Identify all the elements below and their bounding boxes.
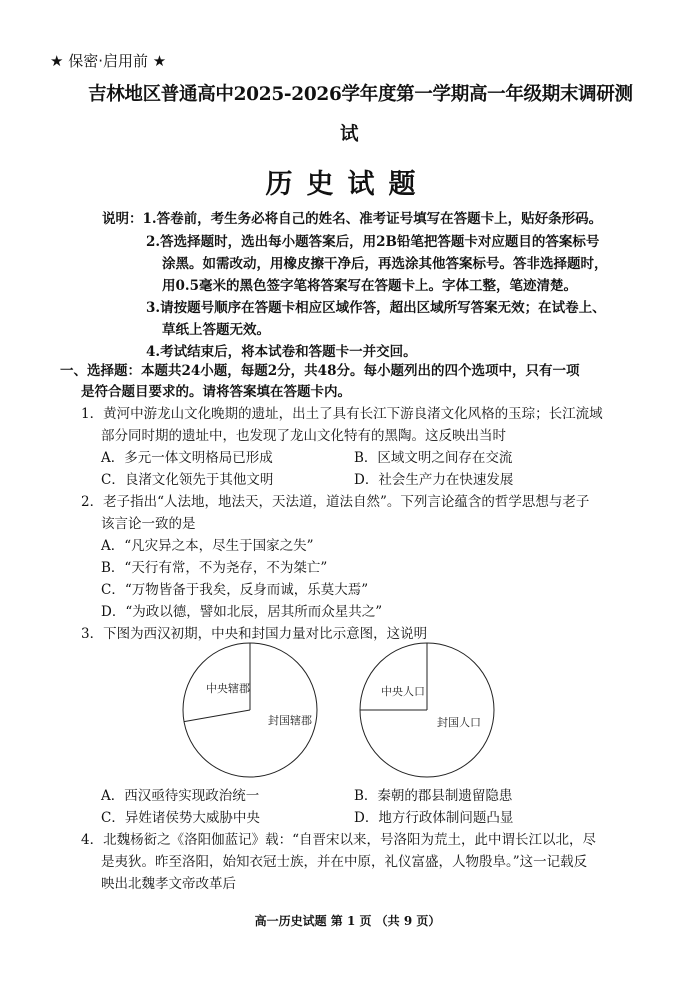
- pie-slice-label: 封国辖郡: [268, 714, 312, 727]
- confidential-mark: ★ 保密·启用前 ★: [50, 52, 167, 70]
- question-3-option-b: B．秦朝的郡县制遗留隐患: [354, 788, 513, 804]
- question-4-stem-continued-2: 映出北魏孝文帝改革后: [101, 876, 236, 892]
- pie-slice-label: 中央人口: [381, 685, 425, 698]
- pie-chart-commanderies: [183, 643, 317, 777]
- question-2-stem: 2．老子指出“人法地，地法天，天法道，道法自然”。下列言论蕴含的哲学思想与老子: [81, 494, 590, 510]
- instruction-2c: 用0.5毫米的黑色签字笔将答案写在答题卡上。字体工整，笔迹清楚。: [162, 278, 577, 294]
- page-footer: 高一历史试题 第 1 页 （共 9 页）: [254, 914, 441, 928]
- question-4-stem-continued: 是夷狄。昨至洛阳，始知衣冠士族，并在中原，礼仪富盛，人物殷阜。”这一记载反: [101, 854, 588, 870]
- question-2-stem-continued: 该言论一致的是: [101, 516, 196, 532]
- pie-slice-boundary: [184, 710, 250, 722]
- pie-slice-label: 封国人口: [437, 716, 481, 729]
- exam-title-continued: 试: [340, 124, 359, 145]
- instruction-4: 4.考试结束后，将本试卷和答题卡一并交回。: [146, 344, 417, 360]
- question-3-option-a: A．西汉亟待实现政治统一: [101, 788, 260, 804]
- question-3-option-d: D．地方行政体制问题凸显: [354, 810, 514, 826]
- section-heading: 一、选择题：本题共24小题，每题2分，共48分。每小题列出的四个选项中，只有一项: [60, 363, 580, 379]
- pie-slice-label: 中央辖郡: [206, 682, 250, 695]
- question-2-option-a: A．“凡灾异之本，尽生于国家之失”: [101, 538, 314, 554]
- question-1-option-a: A．多元一体文明格局已形成: [101, 450, 273, 466]
- subject-title: 历史试题: [265, 169, 430, 200]
- pie-charts: [180, 640, 520, 780]
- exam-title: 吉林地区普通高中2025-2026学年度第一学期高一年级期末调研测: [88, 84, 633, 105]
- question-1-option-b: B．区域文明之间存在交流: [354, 450, 513, 466]
- question-1-option-d: D．社会生产力在快速发展: [354, 472, 514, 488]
- question-1-stem-continued: 部分同时期的遗址中，也发现了龙山文化特有的黑陶。这反映出当时: [101, 428, 506, 444]
- question-3-stem: 3．下图为西汉初期，中央和封国力量对比示意图，这说明: [81, 626, 428, 642]
- instruction-1: 说明：1.答卷前，考生务必将自己的姓名、准考证号填写在答题卡上，贴好条形码。: [102, 211, 603, 227]
- instruction-3b: 草纸上答题无效。: [162, 322, 270, 338]
- question-4-stem: 4．北魏杨衒之《洛阳伽蓝记》载：“自晋宋以来，号洛阳为荒土，此中谓长江以北，尽: [81, 832, 596, 848]
- pie-chart-population: [360, 643, 494, 777]
- question-1-stem: 1．黄河中游龙山文化晚期的遗址，出土了具有长江下游良渚文化风格的玉琮；长江流域: [81, 406, 603, 422]
- question-2-option-c: C．“万物皆备于我矣，反身而诚，乐莫大焉”: [101, 582, 369, 598]
- question-3-option-c: C．异姓诸侯势大威胁中央: [101, 810, 260, 826]
- instruction-2b: 涂黑。如需改动，用橡皮擦干净后，再选涂其他答案标号。答非选择题时，: [162, 256, 608, 272]
- instruction-3a: 3.请按题号顺序在答题卡相应区域作答，超出区域所写答案无效；在试卷上、: [146, 300, 606, 316]
- question-2-option-d: D．“为政以德，譬如北辰，居其所而众星共之”: [101, 604, 383, 620]
- instruction-2a: 2.答选择题时，选出每小题答案后，用2B铅笔把答题卡对应题目的答案标号: [146, 234, 600, 250]
- question-2-option-b: B．“天行有常，不为尧存，不为桀亡”: [101, 560, 328, 576]
- section-heading-continued: 是符合题目要求的。请将答案填在答题卡内。: [81, 384, 351, 400]
- question-1-option-c: C．良渚文化领先于其他文明: [101, 472, 274, 488]
